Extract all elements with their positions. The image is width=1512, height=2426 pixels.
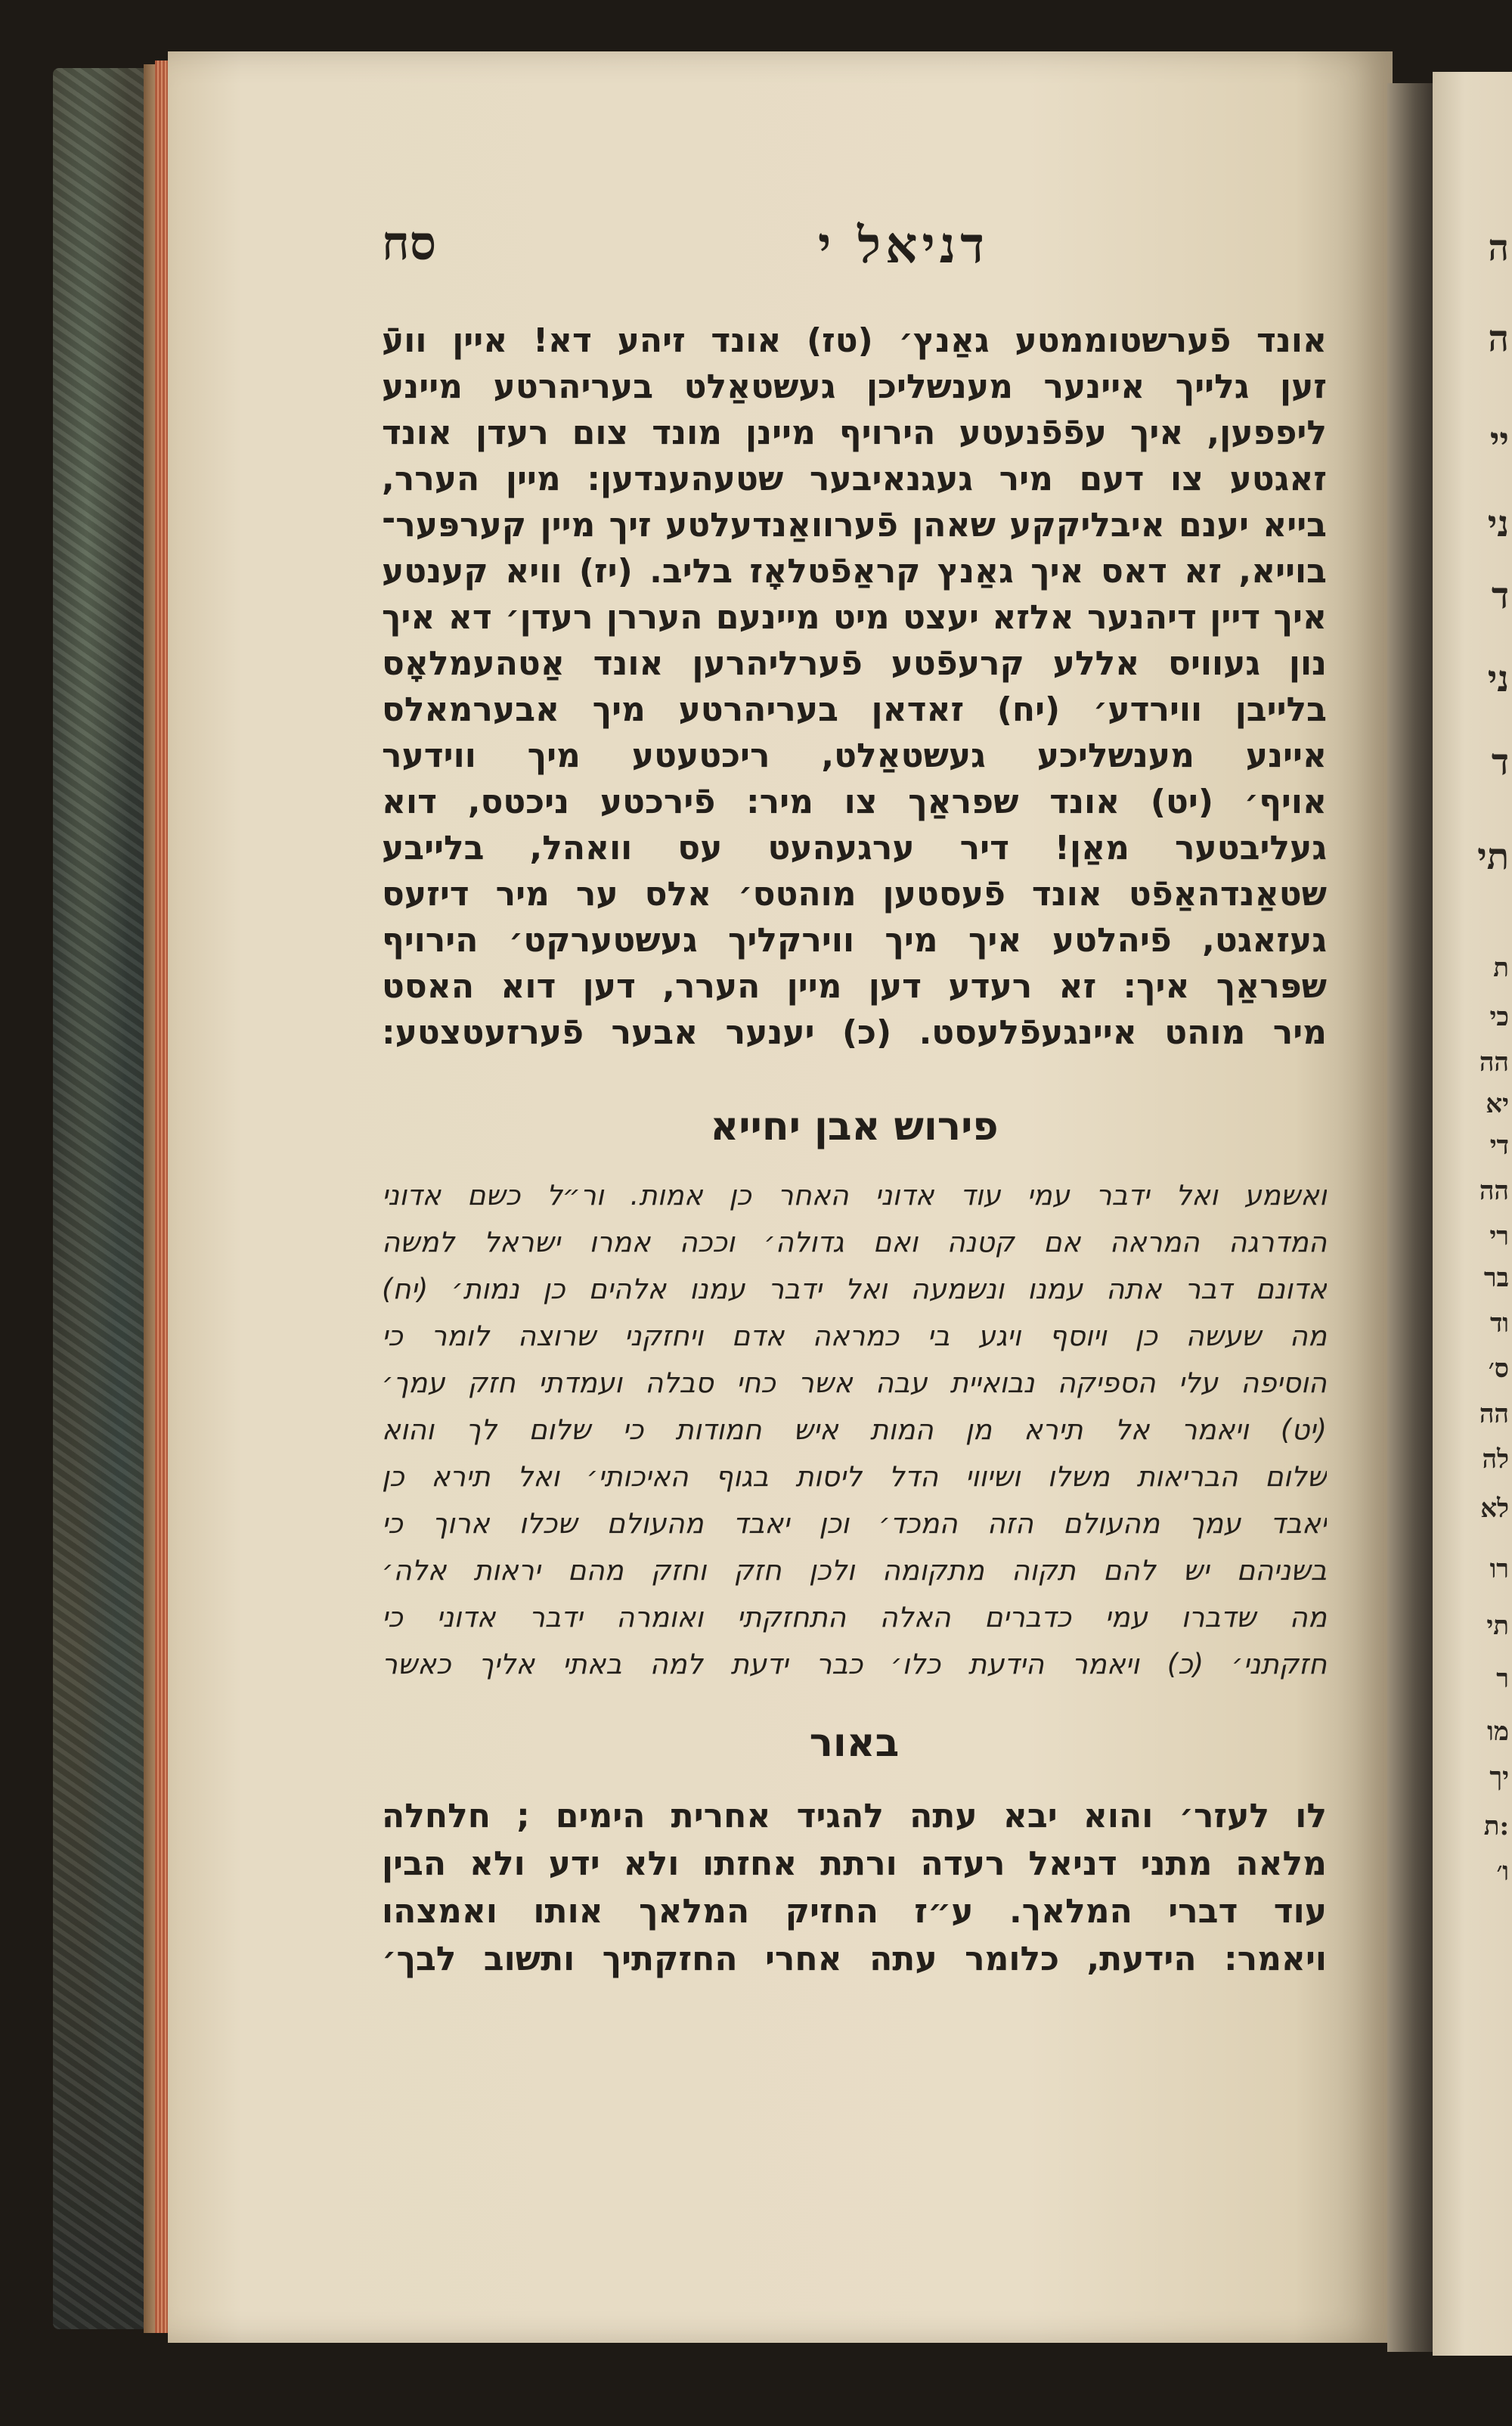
main-text-line: בייא יענם איבליקקע שאהן פֿערוואַנדעלטע זיך מיין קערפּער־	[382, 506, 1327, 544]
commentary-line: ואשמע ואל ידבר עמי עוד אדוני האחר כן אמות. ור״ל כשם אדוני	[382, 1179, 1327, 1211]
main-text-line: אונד פֿערשטוממטע גאַנץ׳ (טז) אונד זיהע דא! איין וועֿ	[382, 321, 1327, 360]
main-text-line: איך דיין דיהנער אלזא יעצט מיט מיינעם העררן רעדן׳ דא איך	[382, 598, 1327, 637]
facing-page-fragment: לה	[1482, 1444, 1509, 1475]
facing-page-fragment: ת	[1493, 953, 1509, 983]
main-text-line: שפּראַך איך: זא רעדע דען מיין הערר, דען דוא האסט	[382, 967, 1327, 1006]
main-text-line: נון געוויס אללע קרעפֿטע פֿערליהרען אונד אַטהעמלאָס	[382, 644, 1327, 683]
biur-line: ויאמר: הידעת, כלומר עתה אחרי החזקתיך ותשוב לבך׳	[382, 1940, 1327, 1978]
facing-page-fragment: די	[1489, 1131, 1509, 1161]
commentary-line: מה שדברו עמי כדברים האלה התחזקתי ואומרה ידבר אדוני כי	[382, 1601, 1327, 1633]
main-text-line: איינע מענשליכע געשטאַלט, ריכטעטע מיך ווידער	[382, 737, 1327, 775]
facing-page-fragment: ני	[1487, 658, 1509, 700]
facing-page-fragment: ני	[1487, 503, 1509, 545]
folio-number: סח	[382, 216, 436, 271]
facing-page-fragment: בר	[1483, 1263, 1509, 1293]
book-gutter	[1387, 83, 1433, 2352]
commentary-line: (יט) ויאמר אל תירא מן המות איש חמודות כי שלום לך והוא	[382, 1413, 1327, 1446]
facing-page-fragment: וד	[1489, 1308, 1509, 1339]
commentary-title: פירוש אבן יחייא	[710, 1104, 999, 1149]
facing-page-fragment: ה	[1488, 227, 1509, 269]
facing-page-fragment: ו׳	[1496, 1857, 1509, 1887]
facing-page-fragment: הה	[1479, 1047, 1509, 1078]
commentary-line: המדרגה המראה אם קטנה ואם גדולה׳ וככה אמרו ישראל למשה	[382, 1226, 1327, 1258]
facing-page-fragment: רו	[1489, 1554, 1509, 1584]
commentary-line: אדונם דבר אתה עמנו ונשמעה ואל ידבר עמנו אלהים כן נמות׳ (יח)	[382, 1273, 1327, 1305]
main-text-line: ליפפען, איך עפֿפֿנעטע הירויף מיינן מונד צום רעדן אונד	[382, 414, 1327, 452]
facing-page-fragment: ה	[1488, 318, 1509, 360]
facing-page-fragment: יא	[1486, 1089, 1509, 1119]
commentary-line: יאבד עמך מהעולם הזה המכד׳ וכן יאבד מהעולם שכלו ארוך כי	[382, 1507, 1327, 1540]
biur-title: באור	[809, 1720, 900, 1766]
main-text-line: זאגטע צו דעם מיר געגנאיבער שטעהענדען: מיין הערר,	[382, 460, 1327, 498]
commentary-text	[382, 1172, 1327, 1688]
main-text-line: אויף׳ (יט) אונד שפראַך צו מיר: פֿירכטע ניכטס, דוא	[382, 783, 1327, 821]
biur-line: לו לעזר׳ והוא יבא עתה להגיד אחרית הימים ; חלחלה	[382, 1797, 1327, 1835]
facing-page	[1433, 72, 1512, 2356]
main-text	[382, 318, 1327, 1056]
facing-page-fragment: ד	[1491, 741, 1509, 783]
facing-page-fragment: ת:	[1483, 1811, 1509, 1841]
main-text-line: זען גלייך איינער מענשליכן געשטאַלט בעריהרטע מיינע	[382, 368, 1327, 406]
facing-page-fragment: יי	[1489, 420, 1509, 462]
biur-text	[382, 1792, 1327, 1983]
main-text-line: מיר מוהט איינגעפֿלעסט. (כ) יענער אבער פֿערזעטצטע:	[382, 1013, 1327, 1052]
biur-line: מלאה מתני דניאל רעדה ורתת אחזתו ולא ידע ולא הבין	[382, 1844, 1327, 1883]
facing-page-fragment: תי	[1477, 836, 1509, 878]
commentary-line: מה שעשה כן ויוסף ויגע בי כמראה אדם ויחזקני שרוצה לומר כי	[382, 1320, 1327, 1352]
facing-page-fragment: תי	[1486, 1611, 1509, 1641]
facing-page-fragment: יך	[1489, 1762, 1509, 1792]
running-head: דניאל י	[817, 216, 990, 275]
main-text-line: געזאגט, פֿיהלטע איך מיך ווירקליך געשטערקט׳ הירויף	[382, 921, 1327, 960]
main-text-line: בלייבן ווירדע׳ (יח) זאדאן בעריהרטע מיך אבערמאלס	[382, 690, 1327, 729]
facing-page-fragment: מו	[1487, 1717, 1509, 1747]
main-text-line: געליבטער מאַן! דיר ערגעהעט עס וואהל, בלייבע	[382, 829, 1327, 867]
main-text-line: שטאַנדהאַפֿט אונד פֿעסטען מוהטס׳ אלס ער מיר דיזעס	[382, 875, 1327, 914]
facing-page-fragment: הה	[1479, 1176, 1509, 1206]
facing-page-fragment: ד	[1491, 575, 1509, 617]
facing-page-fragment: לא	[1480, 1494, 1509, 1524]
main-text-line: בוייא, זא דאס איך גאַנץ קראַפֿטלאָז בליב. (יז) וויא קענטע	[382, 552, 1327, 591]
commentary-line: שלום הבריאות משלו ושיווי הדל ליסות בגוף האיכותי׳ ואל תירא כן	[382, 1460, 1327, 1493]
commentary-line: בשניהם יש להם תקוה מתקומה ולכן חזק וחזק מהם יראות אלה׳	[382, 1554, 1327, 1587]
page-header	[382, 216, 1327, 284]
commentary-line: חזקתני׳ (כ) ויאמר הידעת כלו׳ כבר ידעת למה באתי אליך כאשר	[382, 1648, 1327, 1680]
facing-page-fragment: רי	[1489, 1221, 1509, 1252]
facing-page-fragment: כי	[1489, 1002, 1509, 1032]
biur-line: עוד דברי המלאך. ע״ז החזיק המלאך אותו ואמצהו	[382, 1892, 1327, 1931]
facing-page-fragment: הה	[1479, 1399, 1509, 1429]
facing-page-fragment: ס׳	[1488, 1354, 1509, 1384]
commentary-line: הוסיפה עלי הספיקה נבואיית עבה אשר כחי סבלה ועמדתי חזק עמך׳	[382, 1367, 1327, 1399]
facing-page-fragment: ר	[1496, 1664, 1509, 1694]
